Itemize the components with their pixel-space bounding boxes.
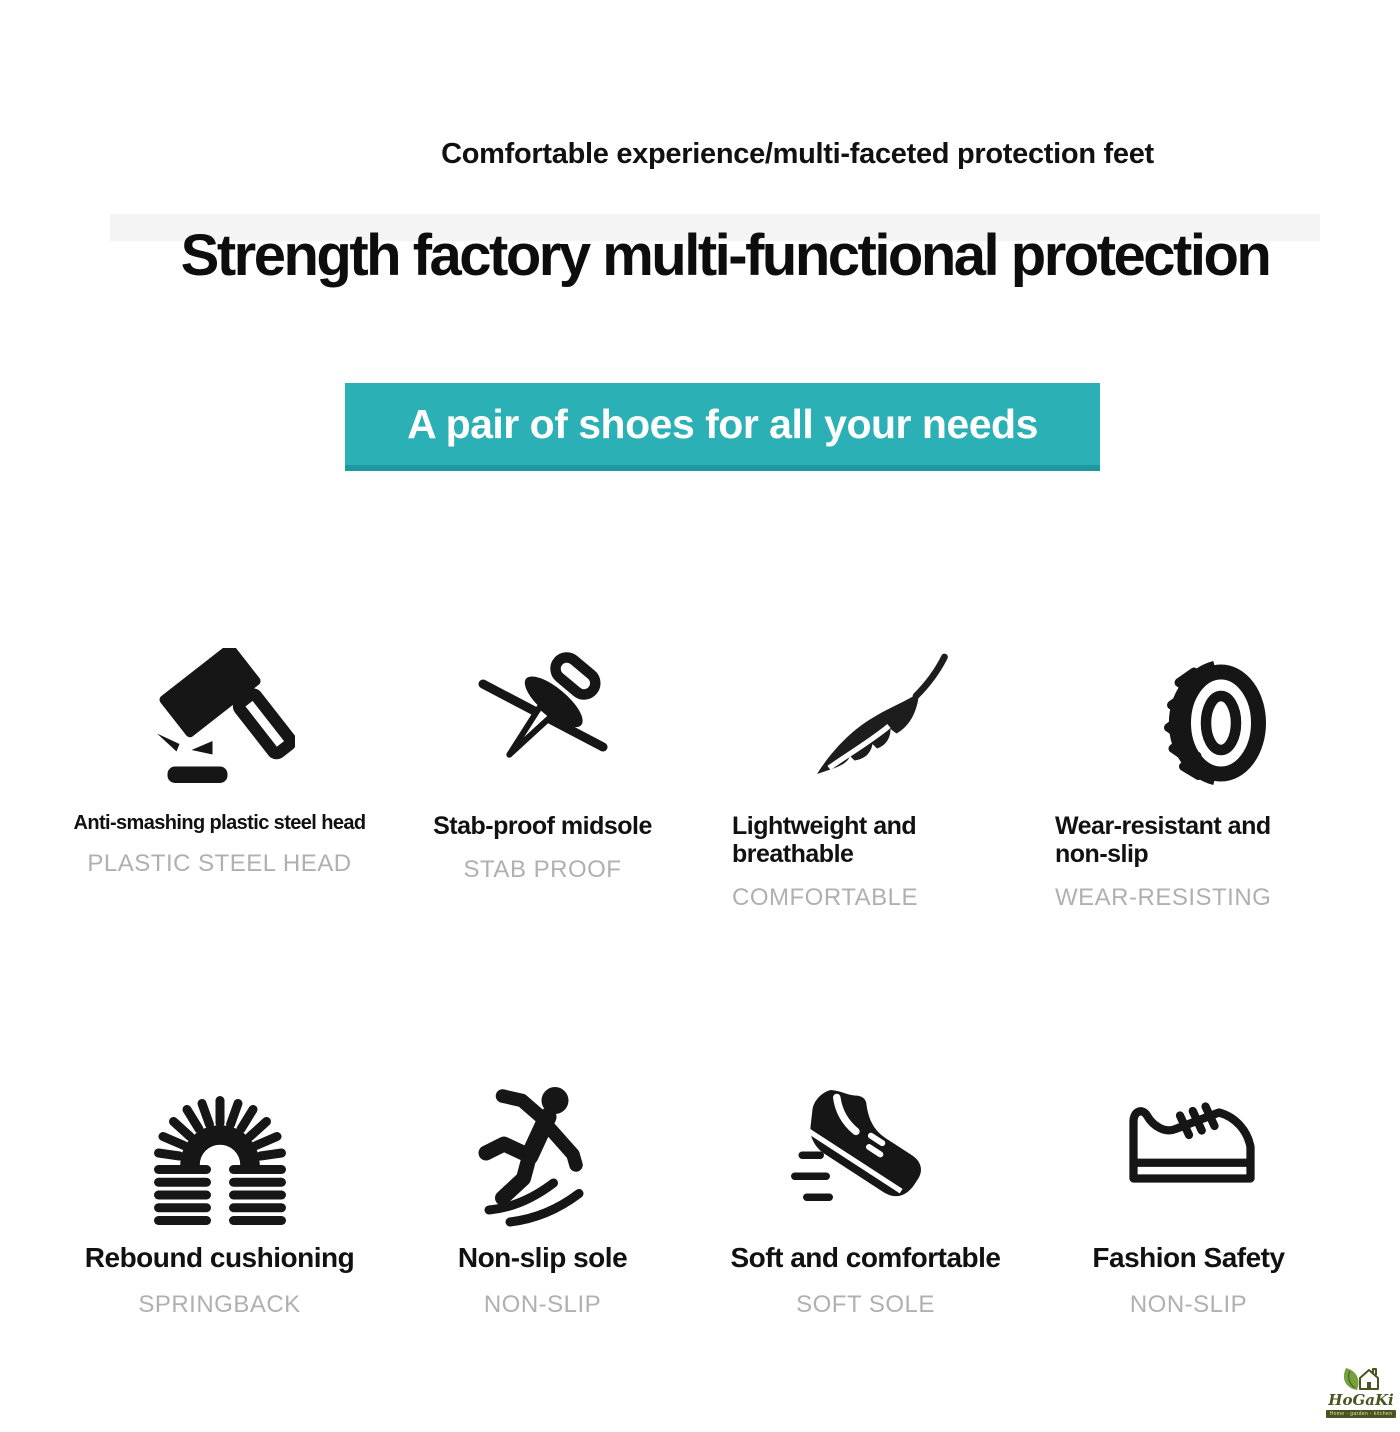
hogaki-wordmark: HoGaKi: [1328, 1391, 1394, 1409]
running-shoe-icon: [704, 1072, 1027, 1234]
feature-title: Soft and comfortable: [730, 1242, 1001, 1273]
feature-title: Wear-resistant and non-slip: [1055, 812, 1271, 868]
hogaki-logo-emblem: [1341, 1366, 1381, 1392]
hammer-anti-smash-icon: [58, 638, 381, 808]
feature-fashion-safety: [1027, 1072, 1350, 1319]
feature-rebound: [58, 1072, 381, 1319]
feature-soft-comfortable: [704, 1072, 1027, 1319]
feature-wear-resistant: [1027, 638, 1350, 912]
feature-lightweight: [704, 638, 1027, 912]
feature-non-slip-sole: [381, 1072, 704, 1319]
feature-subtitle: SPRINGBACK: [138, 1291, 301, 1319]
feature-title: Non-slip sole: [457, 1242, 628, 1273]
banner-text: A pair of shoes for all your needs: [407, 400, 1038, 447]
teal-banner: [345, 383, 1100, 471]
top-tagline: Comfortable experience/multi-faceted protection feet: [441, 138, 1154, 170]
feature-subtitle: NON-SLIP: [1129, 1291, 1248, 1319]
feature-anti-smashing: [58, 638, 381, 912]
sneaker-icon: [1027, 1072, 1350, 1234]
feature-subtitle: WEAR-RESISTING: [1055, 884, 1272, 911]
feature-subtitle: NON-SLIP: [483, 1291, 602, 1319]
feature-title: Stab-proof midsole: [433, 812, 652, 840]
feature-title: Rebound cushioning: [84, 1242, 355, 1273]
feature-subtitle: PLASTIC STEEL HEAD: [87, 850, 352, 878]
feature-title: Lightweight and breathable: [732, 812, 917, 868]
feature-stab-proof: [381, 638, 704, 912]
feature-title: Fashion Safety: [1092, 1242, 1285, 1273]
hogaki-logo: [1324, 1366, 1398, 1418]
feature-subtitle: STAB PROOF: [463, 856, 622, 883]
page-title: Strength factory multi-functional protection: [180, 223, 1270, 288]
tire-icon: [1055, 638, 1350, 808]
feature-grid-row1: [58, 638, 1350, 912]
spring-icon: [58, 1072, 381, 1234]
feature-title: Anti-smashing plastic steel head: [73, 812, 366, 834]
slipping-person-icon: [381, 1072, 704, 1234]
feature-grid-row2: [58, 1072, 1350, 1319]
pushpin-icon: [381, 638, 704, 808]
feature-subtitle: COMFORTABLE: [732, 884, 918, 911]
feature-subtitle: SOFT SOLE: [796, 1291, 935, 1319]
hogaki-tagline: Home - garden - kitchen: [1326, 1410, 1396, 1418]
feather-icon: [732, 638, 1027, 808]
